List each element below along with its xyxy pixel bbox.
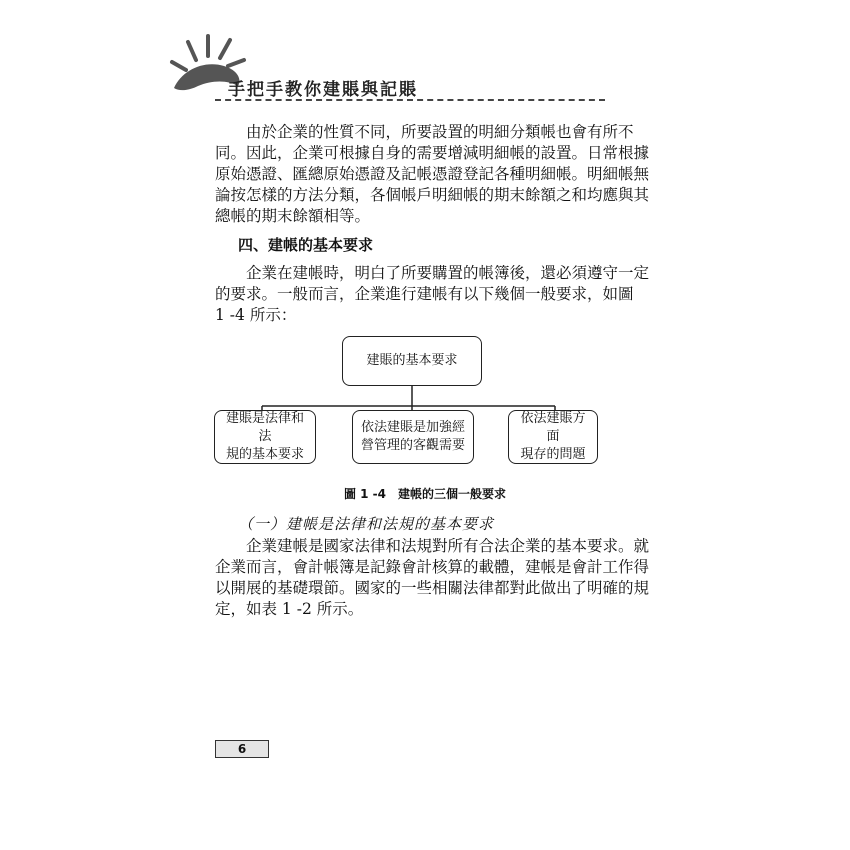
child-label-line: 依法建賬是加強經	[360, 420, 465, 435]
text-line: 企業建帳是國家法律和法規對所有合法企業的基本要求。就	[215, 537, 650, 555]
header-rule	[215, 99, 605, 101]
sub-heading: （一）建帳是法律和法規的基本要求	[238, 515, 495, 533]
child-label-line: 依法建賬方面	[520, 411, 586, 444]
child-label-line: 規的基本要求	[225, 447, 304, 462]
paragraph-3	[215, 536, 650, 620]
text-line: 企業在建帳時，明白了所要購置的帳簿後，還必須遵守一定	[215, 264, 650, 282]
child-label-line: 營管理的客觀需要	[360, 438, 465, 453]
text-line: 由於企業的性質不同，所要設置的明細分類帳也會有所不	[215, 123, 634, 141]
root-box	[342, 336, 482, 386]
section-heading: 四、建帳的基本要求	[238, 236, 374, 254]
root-label: 建賬的基本要求	[366, 353, 458, 368]
text-line: 以開展的基礎環節。國家的一些相關法律都對此做出了明確的規	[215, 579, 650, 597]
text-line: 原始憑證、匯總原始憑證及記帳憑證登記各種明細帳。明細帳無	[215, 165, 650, 183]
text-line: 的要求。一般而言，企業進行建帳有以下幾個一般要求，如圖	[215, 285, 634, 303]
text-line: 企業而言，會計帳簿是記錄會計核算的載體，建帳是會計工作得	[215, 558, 650, 576]
child-box-3	[508, 410, 598, 464]
page-number: 6	[215, 740, 269, 758]
child-label-line: 現存的問題	[520, 447, 586, 462]
text-line: 定，如表 1 -2 所示。	[215, 600, 364, 618]
text-line: 1 -4 所示：	[215, 306, 297, 324]
requirements-diagram	[210, 330, 610, 470]
text-line: 論按怎樣的方法分類，各個帳戶明細帳的期末餘額之和均應與其	[215, 186, 650, 204]
paragraph-1	[215, 122, 650, 227]
running-header-title: 手把手教你建賬與記賬	[228, 80, 418, 100]
child-box-2	[352, 410, 474, 464]
text-line: 總帳的期末餘額相等。	[215, 207, 371, 225]
figure-caption: 圖 1 -4 建帳的三個一般要求	[343, 487, 507, 501]
paragraph-2	[215, 263, 650, 326]
text-line: 同。因此，企業可根據自身的需要增減明細帳的設置。日常根據	[215, 144, 650, 162]
child-box-1	[214, 410, 316, 464]
child-label-line: 建賬是法律和法	[225, 411, 304, 444]
